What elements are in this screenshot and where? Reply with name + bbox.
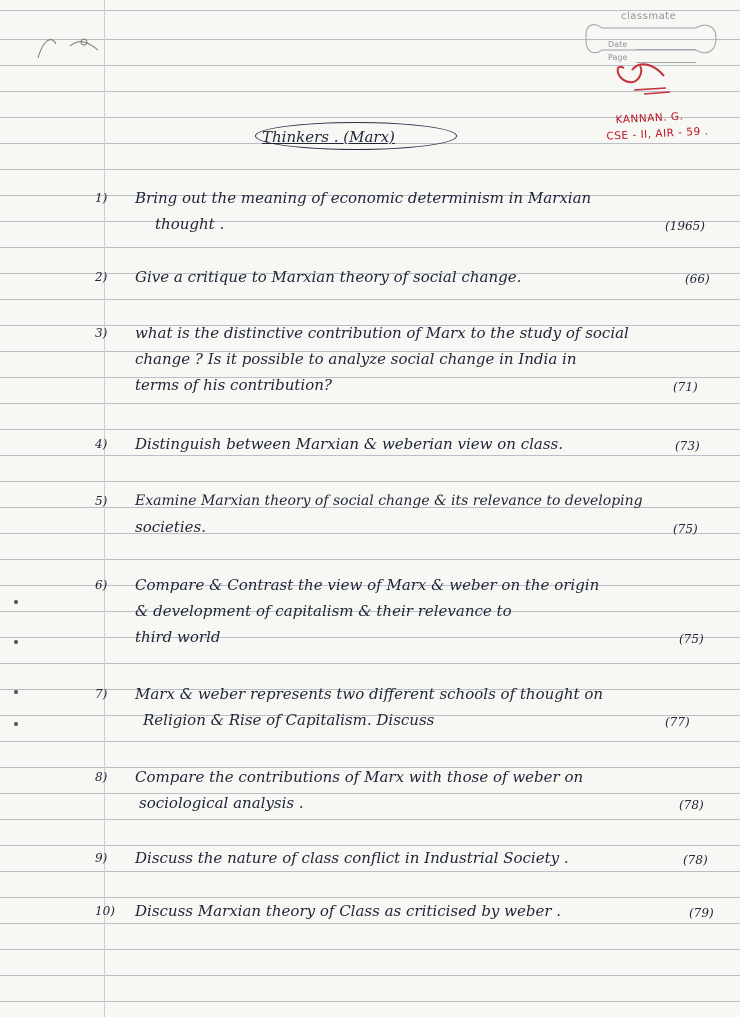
question-line: Discuss Marxian theory of Class as criticised by weber . bbox=[135, 902, 562, 920]
question-year: (1965) bbox=[665, 219, 705, 233]
question-year: (77) bbox=[665, 715, 690, 729]
question-line: & development of capitalism & their relevance to bbox=[135, 602, 512, 620]
question-line: what is the distinctive contribution of Marx to the study of social bbox=[135, 324, 629, 342]
author-name: KANNAN. G. bbox=[615, 110, 684, 127]
question-year: (78) bbox=[679, 798, 704, 812]
question-line: Compare & Contrast the view of Marx & weber on the origin bbox=[135, 576, 600, 594]
question-line: Religion & Rise of Capitalism. Discuss bbox=[143, 711, 435, 729]
question-number: 10) bbox=[95, 904, 115, 918]
binding-hole bbox=[14, 640, 18, 644]
author-rank: CSE - II, AIR - 59 . bbox=[606, 125, 709, 143]
question-year: (75) bbox=[673, 522, 698, 536]
question-line: change ? Is it possible to analyze social change in India in bbox=[135, 350, 577, 368]
question-year: (73) bbox=[675, 439, 700, 453]
question-number: 5) bbox=[95, 494, 108, 508]
stamp-frame bbox=[574, 10, 724, 105]
question-year: (78) bbox=[683, 853, 708, 867]
corner-doodle bbox=[30, 28, 110, 68]
binding-hole bbox=[14, 722, 18, 726]
question-number: 3) bbox=[95, 326, 108, 340]
question-line: Give a critique to Marxian theory of social change. bbox=[135, 268, 522, 286]
question-line: Distinguish between Marxian & weberian view on class. bbox=[135, 435, 563, 453]
stamp-brand: classmate bbox=[621, 11, 677, 22]
author-stamp bbox=[605, 107, 709, 144]
page-title: Thinkers . (Marx) bbox=[262, 128, 395, 146]
question-line: terms of his contribution? bbox=[135, 376, 332, 394]
notebook-stamp bbox=[574, 10, 724, 105]
question-number: 7) bbox=[95, 687, 108, 701]
question-line: Bring out the meaning of economic determinism in Marxian bbox=[135, 189, 592, 207]
question-line: Marx & weber represents two different schools of thought on bbox=[135, 685, 604, 703]
question-year: (71) bbox=[673, 380, 698, 394]
question-line: Compare the contributions of Marx with those of weber on bbox=[135, 768, 584, 786]
question-line: Examine Marxian theory of social change & its relevance to developing bbox=[135, 493, 643, 509]
question-line: third world bbox=[135, 628, 221, 646]
stamp-page-label: Page bbox=[608, 53, 628, 62]
question-number: 6) bbox=[95, 578, 108, 592]
stamp-date-label: Date bbox=[608, 40, 628, 49]
question-line: thought . bbox=[155, 215, 225, 233]
question-number: 2) bbox=[95, 270, 108, 284]
question-line: Discuss the nature of class conflict in Industrial Society . bbox=[135, 849, 569, 867]
question-number: 4) bbox=[95, 437, 108, 451]
binding-hole bbox=[14, 600, 18, 604]
question-number: 1) bbox=[95, 191, 108, 205]
binding-hole bbox=[14, 690, 18, 694]
question-year: (79) bbox=[689, 906, 714, 920]
question-line: societies. bbox=[135, 518, 206, 536]
question-line: sociological analysis . bbox=[139, 794, 304, 812]
question-number: 9) bbox=[95, 851, 108, 865]
question-year: (75) bbox=[679, 632, 704, 646]
question-number: 8) bbox=[95, 770, 108, 784]
question-year: (66) bbox=[685, 272, 710, 286]
